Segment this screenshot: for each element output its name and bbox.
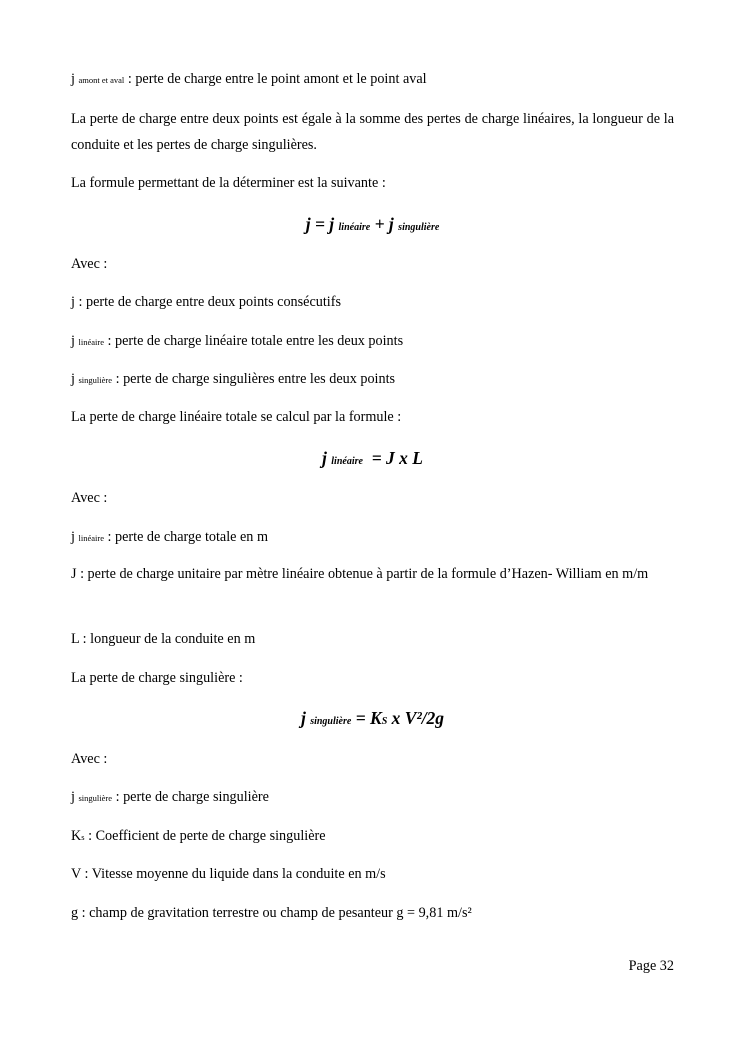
definition-j-singuliere: j singulière : perte de charge singulières entre les deux points <box>71 371 396 387</box>
definition-j: j : perte de charge entre deux points consécutifs <box>71 294 341 310</box>
avec-label: Avec : <box>71 256 108 272</box>
formula-singuliere-intro: La perte de charge singulière : <box>71 670 243 686</box>
definition-L: L : longueur de la conduite en m <box>71 631 256 647</box>
definition-Ks: Ks : Coefficient de perte de charge singulière <box>71 828 326 844</box>
definition-text: : perte de charge entre le point amont et le point aval <box>124 71 427 87</box>
definition-V: V : Vitesse moyenne du liquide dans la conduite en m/s <box>71 866 386 882</box>
avec-label: Avec : <box>71 751 108 767</box>
avec-label: Avec : <box>71 490 108 506</box>
page-number: Page 32 <box>628 958 674 974</box>
definition-j-lineaire-total: j linéaire : perte de charge totale en m <box>71 529 268 545</box>
formula-j-total: j = j linéaire + j singulière <box>305 214 440 234</box>
definition-g: g : champ de gravitation terrestre ou champ de pesanteur g = 9,81 m/s² <box>71 905 472 921</box>
formula-lineaire-intro: La perte de charge linéaire totale se calcul par la formule : <box>71 409 402 425</box>
definition-j-singuliere-2: j singulière : perte de charge singulière <box>71 789 269 805</box>
formula-intro: La formule permettant de la déterminer est la suivante : <box>71 175 386 191</box>
formula-j-singuliere: j singulière = KS x V²/2g <box>300 708 445 728</box>
symbol: j <box>71 71 75 87</box>
paragraph-perte-charge: La perte de charge entre deux points est égale à la somme des pertes de charge linéaires, la longueur de la conduite et les pertes de charge singulières. <box>71 111 674 153</box>
definition-j-amont-aval <box>71 70 674 89</box>
definition-j-lineaire: j linéaire : perte de charge linéaire totale entre les deux points <box>71 333 404 349</box>
definition-J-unitaire: J : perte de charge unitaire par mètre linéaire obtenue à partir de la formule d’Hazen- William en m/m <box>71 566 649 582</box>
formula-j-lineaire: j linéaire = J x L <box>322 448 423 468</box>
subscript: amont et aval <box>78 75 125 85</box>
